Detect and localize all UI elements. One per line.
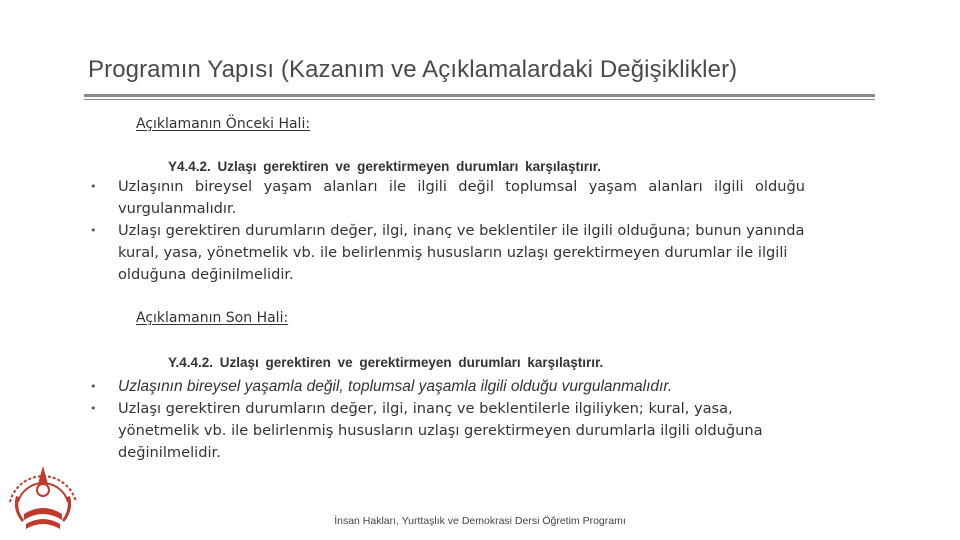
latest-version-label: Açıklamanın Son Hali: <box>136 310 289 326</box>
latest-outcome-heading: Y.4.4.2. Uzlaşı gerektiren ve gerektirmeyen durumları karşılaştırır. <box>168 355 604 370</box>
title-divider-thin <box>84 99 875 100</box>
bullet-icon: • <box>90 380 97 393</box>
list-item <box>90 176 805 220</box>
bullet-icon: • <box>90 180 97 193</box>
previous-outcome-heading: Y4.4.2. Uzlaşı gerektiren ve gerektirmeyen durumları karşılaştırır. <box>168 159 601 174</box>
previous-bullet-1: Uzlaşının bireysel yaşam alanları ile ilgili değil toplumsal yaşam alanları ilgili olduğu vurgulanmalıdır. <box>118 178 805 217</box>
slide-title: Programın Yapısı (Kazanım ve Açıklamalardaki Değişiklikler) <box>88 56 738 83</box>
latest-bullet-1: Uzlaşının bireysel yaşamla değil, toplumsal yaşamla ilgili olduğu vurgulanmalıdır. <box>118 378 673 395</box>
footer-caption: İnsan Hakları, Yurttaşlık ve Demokrasi Dersi Öğretim Programı <box>334 515 626 527</box>
list-item <box>90 398 805 464</box>
bullet-icon: • <box>90 402 97 415</box>
previous-bullet-list <box>90 176 805 286</box>
latest-bullet-2: Uzlaşı gerektiren durumların değer, ilgi, inanç ve beklentilerle ilgiliyken; kural, yasa, yönetmelik vb. ile belirlenmiş hususların uzlaşı gerektirmeyen durumlarla ilgili olduğuna değinilmelidir. <box>118 400 763 461</box>
title-divider-thick <box>84 94 875 97</box>
previous-version-label: Açıklamanın Önceki Hali: <box>136 116 311 132</box>
bullet-icon: • <box>90 224 97 237</box>
latest-bullet-list <box>90 376 805 464</box>
list-item <box>90 220 805 286</box>
previous-bullet-2: Uzlaşı gerektiren durumların değer, ilgi, inanç ve beklentiler ile ilgili olduğuna; bunun yanında kural, yasa, yönetmelik vb. ile belirlenmiş hususların uzlaşı gerektirmeyen durumlar ile ilgili olduğuna değinilmelidir. <box>118 222 805 283</box>
list-item <box>90 376 805 398</box>
